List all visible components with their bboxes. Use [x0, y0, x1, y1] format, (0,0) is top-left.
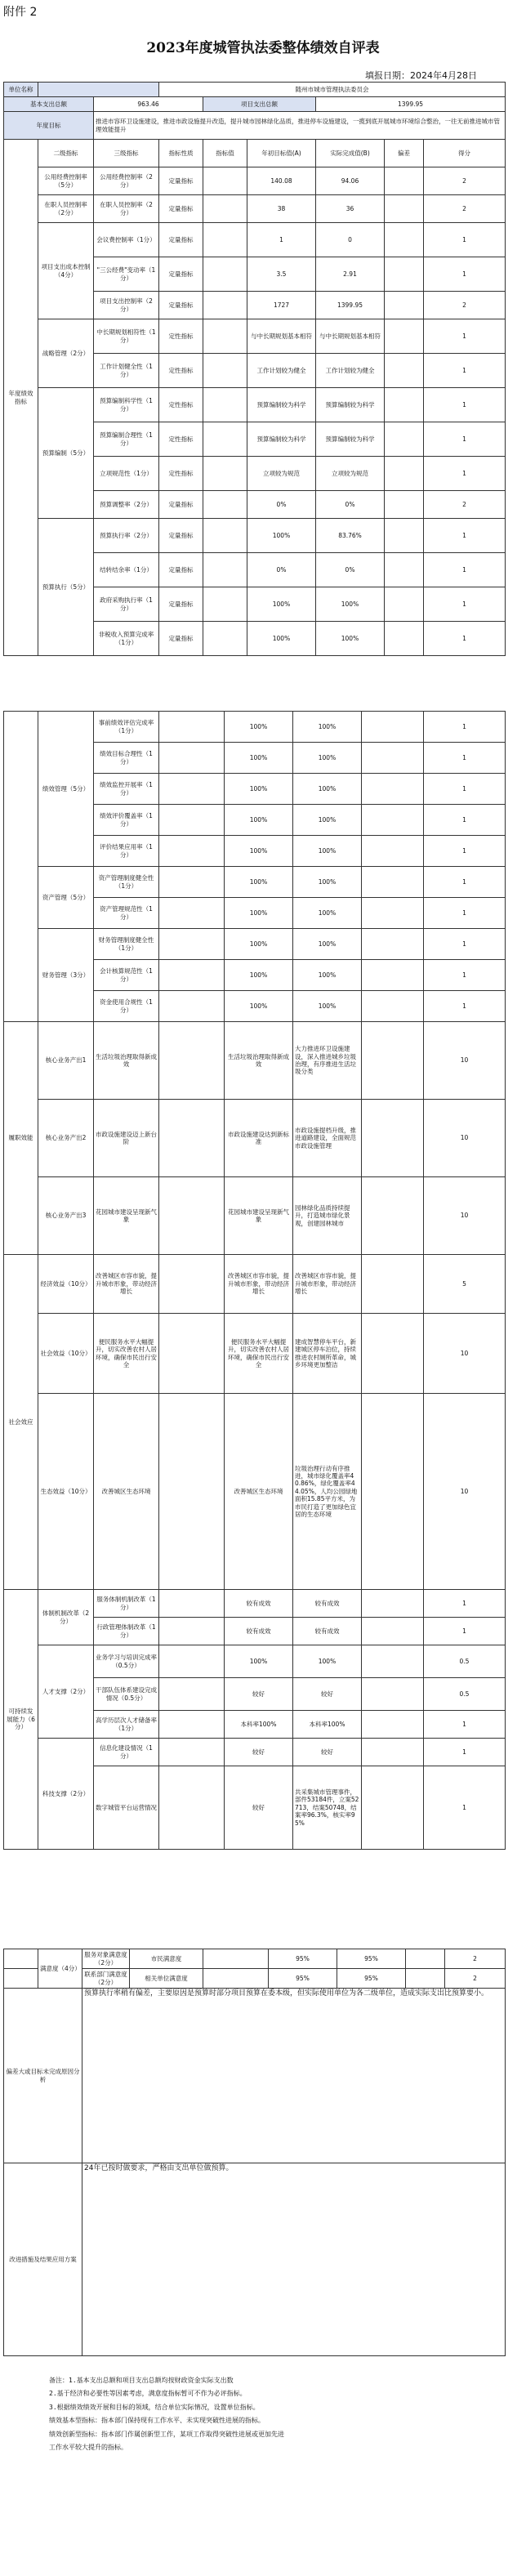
- row-cell: [385, 519, 424, 553]
- row-cell: 3.5: [247, 257, 316, 292]
- row-cell: 100%: [225, 805, 293, 836]
- row-cell: 市政设施建设达到新标准: [225, 1100, 293, 1177]
- row-cell: [385, 354, 424, 388]
- row-cell: 定量指标: [159, 553, 203, 587]
- row-cell: 38: [247, 195, 316, 223]
- row-cell: [203, 491, 247, 519]
- group-label: 战略管理（2分）: [38, 319, 94, 388]
- row-cell: 1: [424, 1711, 506, 1739]
- col-header: 年初目标值(A): [247, 140, 316, 167]
- row-cell: 较好: [225, 1739, 293, 1766]
- row-cell: [203, 422, 247, 457]
- row-cell: 100%: [293, 774, 362, 805]
- row-cell: 10: [424, 1394, 506, 1590]
- row-cell: 公用经费控制率（2分）: [94, 167, 159, 195]
- table-row: [4, 519, 506, 553]
- row-cell: 100%: [225, 1645, 293, 1678]
- group-label: 核心业务产出2: [38, 1100, 94, 1177]
- basic-expense-label: 基本支出总额: [4, 97, 94, 112]
- row-cell: 1: [424, 867, 506, 898]
- row-cell: 100%: [225, 774, 293, 805]
- row-cell: [203, 319, 247, 354]
- row-cell: 100%: [247, 519, 316, 553]
- row-cell: 定性指标: [159, 457, 203, 491]
- row-cell: 1: [424, 991, 506, 1022]
- row-cell: 行政管理体制改革（1分）: [94, 1618, 159, 1645]
- row-cell: 预算调整率（2分）: [94, 491, 159, 519]
- row-cell: 立项较为规范: [247, 457, 316, 491]
- group-label: 体制机制改革（2分）: [38, 1590, 94, 1645]
- row-cell: 定性指标: [159, 388, 203, 422]
- row-cell: 相关单位满意度: [130, 1969, 203, 1989]
- table-row: [4, 195, 506, 223]
- annual-goal-text: 推进市容环卫设施建设，推进市政设施提升改造，提升城市园林绿化品质，推进停车设施建设，一揽到底开展城市环境综合整治，一往无前推进城市管理效能提升: [94, 112, 506, 140]
- row-cell: 共采集城市管理事件，部件53184件，立案52713，结案50748，结案率96.3%，核实率95%: [293, 1766, 362, 1850]
- row-cell: 与中长期规划基本相符: [247, 319, 316, 354]
- group-label: 财务管理（3分）: [38, 929, 94, 1022]
- row-cell: 垃圾治理行动有序推进，城市绿化覆盖率40.86%，绿化覆盖率44.05%，人均公园绿地面积15.85平方米，为市民打造了更加绿色宜居的生态环境: [293, 1394, 362, 1590]
- row-cell: 大力推进环卫设施建设，深入推进城乡垃圾治理，有序推进生活垃圾分类: [293, 1022, 362, 1100]
- row-cell: 定量指标: [159, 292, 203, 319]
- table-row: [4, 167, 506, 195]
- row-cell: 1: [424, 1618, 506, 1645]
- row-cell: 2: [424, 491, 506, 519]
- row-cell: 83.76%: [316, 519, 385, 553]
- row-cell: 100%: [293, 1645, 362, 1678]
- row-cell: 0%: [247, 491, 316, 519]
- row-cell: 1: [424, 774, 506, 805]
- row-cell: [203, 257, 247, 292]
- project-expense-label: 项目支出总额: [203, 97, 316, 112]
- basic-expense-value: 963.46: [94, 97, 203, 112]
- row-cell: 花园城市建设呈现新气象: [94, 1177, 159, 1255]
- row-cell: 10: [424, 1177, 506, 1255]
- row-cell: 100%: [293, 805, 362, 836]
- unit-name: 随州市城市管理执法委员会: [159, 83, 506, 97]
- row-cell: 定量指标: [159, 195, 203, 223]
- row-cell: 1727: [247, 292, 316, 319]
- row-cell: 36: [316, 195, 385, 223]
- row-cell: 1: [424, 388, 506, 422]
- row-cell: 10: [424, 1100, 506, 1177]
- row-cell: [203, 622, 247, 656]
- row-cell: 定性指标: [159, 354, 203, 388]
- row-cell: 较有成效: [225, 1590, 293, 1618]
- row-cell: 绩效评价覆盖率（1分）: [94, 805, 159, 836]
- row-cell: 1: [424, 622, 506, 656]
- fill-date: 填报日期：2024年4月28日: [365, 70, 477, 81]
- row-cell: [203, 457, 247, 491]
- group-label: 满意度（4分）: [38, 1949, 82, 1989]
- row-cell: 1: [424, 960, 506, 991]
- row-cell: 5: [424, 1255, 506, 1314]
- row-cell: 1: [424, 1590, 506, 1618]
- row-cell: 100%: [247, 587, 316, 622]
- row-cell: [203, 388, 247, 422]
- row-cell: [385, 319, 424, 354]
- group-label: 绩效管理（5分）: [38, 712, 94, 867]
- row-cell: 较有成效: [225, 1618, 293, 1645]
- group-label: 科技支撑（2分）: [38, 1739, 94, 1850]
- table-row: [4, 388, 506, 422]
- row-cell: 100%: [247, 622, 316, 656]
- row-cell: 1: [424, 354, 506, 388]
- row-cell: 市政设施提档升级，推进道路建设，全面规范市政设施管理: [293, 1100, 362, 1177]
- row-cell: 100%: [225, 836, 293, 867]
- row-cell: 2.91: [316, 257, 385, 292]
- col-header: 二级指标: [38, 140, 94, 167]
- row-cell: 1: [424, 712, 506, 743]
- row-cell: [203, 223, 247, 257]
- row-cell: 1: [424, 422, 506, 457]
- indicator-side-label: 年度绩效指标: [4, 140, 38, 656]
- row-cell: 与中长期规划基本相符: [316, 319, 385, 354]
- row-cell: 10: [424, 1022, 506, 1100]
- row-cell: 预算编制较为科学: [247, 388, 316, 422]
- row-cell: 0.5: [424, 1645, 506, 1678]
- group-label: 项目支出成本控制（4分）: [38, 223, 94, 319]
- row-cell: 1: [424, 898, 506, 929]
- row-cell: 定量指标: [159, 167, 203, 195]
- row-cell: 结转结余率（1分）: [94, 553, 159, 587]
- table-row: [4, 319, 506, 354]
- row-cell: 市民满意度: [130, 1949, 203, 1969]
- row-cell: 100%: [225, 898, 293, 929]
- notes-section: [49, 2374, 490, 2454]
- row-cell: [203, 167, 247, 195]
- row-cell: 改善城区市容市貌，提升城市形象，带动经济增长: [94, 1255, 159, 1314]
- note-line: 工作水平较大提升的指标。: [49, 2443, 127, 2451]
- row-cell: [385, 622, 424, 656]
- row-cell: 改善城区生态环境: [225, 1394, 293, 1590]
- row-cell: 预算编制科学性（1分）: [94, 388, 159, 422]
- note-line: 绩效基本型指标：指本部门保持现有工作水平、未实现突破性进展的指标。: [49, 2417, 265, 2425]
- row-cell: 定量指标: [159, 587, 203, 622]
- row-cell: 95%: [337, 1969, 406, 1989]
- row-cell: 1399.95: [316, 292, 385, 319]
- row-cell: 100%: [316, 622, 385, 656]
- row-cell: 100%: [225, 929, 293, 960]
- row-cell: [385, 491, 424, 519]
- row-cell: [385, 388, 424, 422]
- row-cell: 1: [424, 743, 506, 774]
- row-cell: 会议费控制率（1分）: [94, 223, 159, 257]
- group-label: 社会效应: [4, 1255, 38, 1590]
- row-cell: 改善城区生态环境: [94, 1394, 159, 1590]
- row-cell: 花园城市建设呈现新气象: [225, 1177, 293, 1255]
- row-cell: 改善城区市容市貌，提升城市形象，带动经济增长: [293, 1255, 362, 1314]
- row-cell: 10: [424, 1314, 506, 1394]
- row-cell: 便民服务水平大幅提升，切实改善农村人居环境，确保市民出行安全: [94, 1314, 159, 1394]
- row-cell: 预算编制较为科学: [316, 422, 385, 457]
- row-cell: 信息化建设情况（1分）: [94, 1739, 159, 1766]
- row-cell: 会计核算规范性（1分）: [94, 960, 159, 991]
- improvement-label: 改进措施及结果应用方案: [4, 2163, 82, 2356]
- col-header: 偏差: [385, 140, 424, 167]
- row-cell: 较有成效: [293, 1590, 362, 1618]
- row-cell: 预算编制合理性（1分）: [94, 422, 159, 457]
- row-cell: 建成智慧停车平台，新建城区停车泊位，持续推进农村厕所革命，城乡环境更加整洁: [293, 1314, 362, 1394]
- row-cell: 1: [424, 1766, 506, 1850]
- row-cell: 在职人员控制率（2分）: [38, 195, 94, 223]
- deviation-analysis-text: 预算执行率稍有偏差，主要原因是预算时部分项目预算在委本级，但实际使用单位为各二级单位，造成实际支出比预算要小。: [82, 1989, 506, 2163]
- attachment-label: 附件 2: [3, 6, 38, 19]
- col-header: 得分: [424, 140, 506, 167]
- row-cell: [385, 257, 424, 292]
- row-cell: 1: [424, 257, 506, 292]
- row-cell: 高学历层次人才储备率（1分）: [94, 1711, 159, 1739]
- row-cell: 100%: [316, 587, 385, 622]
- row-cell: [385, 167, 424, 195]
- row-cell: 服务体制机制改革（1分）: [94, 1590, 159, 1618]
- row-cell: 非税收入预算完成率（1分）: [94, 622, 159, 656]
- row-cell: 1: [424, 457, 506, 491]
- group-label: 核心业务产出3: [38, 1177, 94, 1255]
- row-cell: [203, 292, 247, 319]
- note-line: 绩效创新型指标：指本部门作属创新型工作，某项工作取得突破性进展或更加先进: [49, 2430, 284, 2438]
- group-label: 预算执行（5分）: [38, 519, 94, 656]
- row-cell: 本科率100%: [293, 1711, 362, 1739]
- row-cell: 园林绿化品质持续提升，打造城市绿化景观，创建园林城市: [293, 1177, 362, 1255]
- row-cell: 资金使用合规性（1分）: [94, 991, 159, 1022]
- row-cell: 预算编制较为科学: [247, 422, 316, 457]
- group-label: 预算编制（5分）: [38, 388, 94, 519]
- row-cell: [203, 354, 247, 388]
- row-cell: 100%: [293, 836, 362, 867]
- row-cell: 财务管理制度健全性（1分）: [94, 929, 159, 960]
- row-cell: 联系部门满意度（2分）: [82, 1969, 130, 1989]
- row-cell: 95%: [269, 1949, 337, 1969]
- row-cell: 94.06: [316, 167, 385, 195]
- row-cell: [385, 223, 424, 257]
- row-cell: 100%: [225, 991, 293, 1022]
- note-line: 备注：1.基本支出总额和项目支出总额均按财政资金实际支出数: [49, 2377, 234, 2384]
- row-cell: 1: [424, 319, 506, 354]
- row-cell: 1: [424, 805, 506, 836]
- row-cell: 本科率100%: [225, 1711, 293, 1739]
- note-line: 2.基于经济和必要性等因素考虑，满意度指标暂可不作为必评指标。: [49, 2390, 247, 2398]
- evaluation-table-part3: [3, 1949, 506, 2356]
- row-cell: 1: [247, 223, 316, 257]
- col-header: 实际完成值(B): [316, 140, 385, 167]
- project-expense-value: 1399.95: [316, 97, 506, 112]
- row-cell: 1: [424, 1739, 506, 1766]
- row-cell: 2: [424, 167, 506, 195]
- col-header: 指标性质: [159, 140, 203, 167]
- row-cell: 较好: [293, 1678, 362, 1711]
- row-cell: 项目支出控制率（2分）: [94, 292, 159, 319]
- row-cell: [203, 195, 247, 223]
- row-cell: 100%: [293, 743, 362, 774]
- row-cell: 100%: [293, 712, 362, 743]
- group-label: 核心业务产出1: [38, 1022, 94, 1100]
- row-cell: 2: [445, 1969, 506, 1989]
- row-cell: 立项规范性（1分）: [94, 457, 159, 491]
- col-header: 指标值: [203, 140, 247, 167]
- row-cell: 1: [424, 929, 506, 960]
- row-cell: 工作计划健全性（1分）: [94, 354, 159, 388]
- group-label: 履职效能: [4, 1022, 38, 1255]
- row-cell: 1: [424, 519, 506, 553]
- group-label: 资产管理（5分）: [38, 867, 94, 929]
- row-cell: 立项较为规范: [316, 457, 385, 491]
- row-cell: 数字城管平台运营情况: [94, 1766, 159, 1850]
- row-cell: 1: [424, 587, 506, 622]
- row-cell: 1: [424, 553, 506, 587]
- row-cell: 100%: [225, 867, 293, 898]
- row-cell: [203, 553, 247, 587]
- improvement-text: 24年已按时做要求，严格由支出单位做预算。: [82, 2163, 506, 2356]
- row-cell: 140.08: [247, 167, 316, 195]
- group-label: 可持续发展能力（6分）: [4, 1590, 38, 1850]
- row-cell: 100%: [293, 960, 362, 991]
- row-cell: 100%: [293, 867, 362, 898]
- row-cell: [203, 519, 247, 553]
- row-cell: 较好: [293, 1739, 362, 1766]
- row-cell: 预算执行率（2分）: [94, 519, 159, 553]
- page-title: 2023年度城管执法委整体绩效自评表: [146, 40, 380, 56]
- row-cell: 较好: [225, 1678, 293, 1711]
- row-cell: 生活垃圾治理取得新成效: [94, 1022, 159, 1100]
- row-cell: 2: [424, 195, 506, 223]
- row-cell: 100%: [293, 929, 362, 960]
- row-cell: 0%: [316, 491, 385, 519]
- row-cell: 工作计划较为健全: [247, 354, 316, 388]
- group-label: 经济效益（10分）: [38, 1255, 94, 1314]
- row-cell: 绩效目标合理性（1分）: [94, 743, 159, 774]
- row-cell: [385, 195, 424, 223]
- row-cell: [385, 292, 424, 319]
- row-cell: 0: [316, 223, 385, 257]
- row-cell: 在职人员控制率（2分）: [94, 195, 159, 223]
- row-cell: [385, 422, 424, 457]
- row-cell: 2: [445, 1949, 506, 1969]
- row-cell: 95%: [337, 1949, 406, 1969]
- row-cell: 定性指标: [159, 422, 203, 457]
- col-header: 三级指标: [94, 140, 159, 167]
- row-cell: 定量指标: [159, 622, 203, 656]
- row-cell: 2: [424, 292, 506, 319]
- row-cell: 95%: [269, 1969, 337, 1989]
- row-cell: [203, 587, 247, 622]
- row-cell: [385, 457, 424, 491]
- row-cell: 资产管理规范性（1分）: [94, 898, 159, 929]
- row-cell: 定量指标: [159, 223, 203, 257]
- row-cell: 市政设施建设迈上新台阶: [94, 1100, 159, 1177]
- row-cell: 绩效监控开展率（1分）: [94, 774, 159, 805]
- evaluation-table-part2: [3, 711, 506, 1850]
- row-cell: 定量指标: [159, 519, 203, 553]
- group-label: 生态效益（10分）: [38, 1394, 94, 1590]
- row-cell: 1: [424, 836, 506, 867]
- row-cell: 改善城区市容市貌，提升城市形象，带动经济增长: [225, 1255, 293, 1314]
- row-cell: 服务对象满意度（2分）: [82, 1949, 130, 1969]
- annual-goal-label: 年度目标: [4, 112, 94, 140]
- row-cell: 便民服务水平大幅提升，切实改善农村人居环境，确保市民出行安全: [225, 1314, 293, 1394]
- row-cell: 100%: [225, 743, 293, 774]
- row-cell: [385, 553, 424, 587]
- row-cell: 公用经费控制率（5分）: [38, 167, 94, 195]
- row-cell: 100%: [293, 898, 362, 929]
- row-cell: [385, 587, 424, 622]
- row-cell: 较有成效: [293, 1618, 362, 1645]
- row-cell: 定性指标: [159, 319, 203, 354]
- row-cell: 100%: [225, 712, 293, 743]
- row-cell: 生活垃圾治理取得新成效: [225, 1022, 293, 1100]
- row-cell: 定量指标: [159, 257, 203, 292]
- row-cell: 评价结果应用率（1分）: [94, 836, 159, 867]
- evaluation-table-part1: [3, 82, 506, 656]
- row-cell: 100%: [225, 960, 293, 991]
- table-row: [4, 223, 506, 257]
- row-cell: 工作计划较为健全: [316, 354, 385, 388]
- row-cell: 预算编制较为科学: [316, 388, 385, 422]
- row-cell: 事前绩效评估完成率（1分）: [94, 712, 159, 743]
- row-cell: 1: [424, 223, 506, 257]
- group-label: 社会效益（10分）: [38, 1314, 94, 1394]
- row-cell: 定量指标: [159, 491, 203, 519]
- row-cell: 0%: [247, 553, 316, 587]
- row-cell: 100%: [293, 991, 362, 1022]
- row-cell: 业务学习与培训完成率（0.5分）: [94, 1645, 159, 1678]
- row-cell: 中长期规划相符性（1分）: [94, 319, 159, 354]
- row-cell: 0.5: [424, 1678, 506, 1711]
- unit-name-label: 单位名称: [4, 83, 38, 97]
- note-line: 3.根据绩效绩效开展和目标的领域，结合单位实际情况，设置单位指标。: [49, 2403, 260, 2411]
- row-cell: 0%: [316, 553, 385, 587]
- row-cell: 资产管理制度健全性（1分）: [94, 867, 159, 898]
- deviation-analysis-label: 偏差大或目标未完成原因分析: [4, 1989, 82, 2163]
- row-cell: 政府采购执行率（1分）: [94, 587, 159, 622]
- row-cell: 较好: [225, 1766, 293, 1850]
- row-cell: "三公经费"变动率（1分）: [94, 257, 159, 292]
- row-cell: 干部队伍体系建设完成情况（0.5分）: [94, 1678, 159, 1711]
- group-label: 人才支撑（2分）: [38, 1645, 94, 1739]
